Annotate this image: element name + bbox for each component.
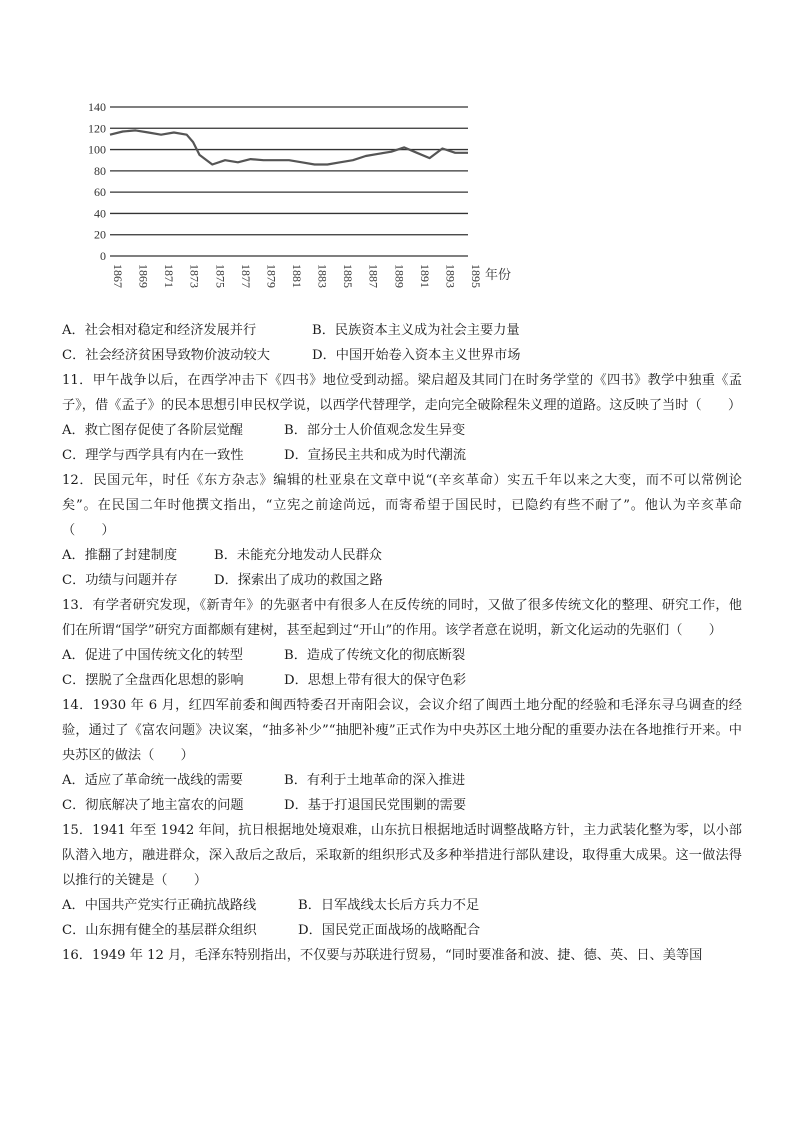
price-index-chart (80, 96, 530, 296)
q12-options-row1 (62, 543, 742, 568)
series-line-0 (110, 130, 468, 164)
x-tick-label: 1895 (469, 264, 483, 288)
q11-option-a: A．救亡图存促使了各阶层觉醒 (62, 423, 243, 438)
x-tick-label: 1867 (111, 264, 125, 288)
q14-option-b: B．有利于土地革命的深入推进 (284, 773, 466, 788)
q13-options-row2 (62, 668, 742, 693)
x-tick-label: 1869 (136, 264, 151, 288)
y-tick-label: 20 (94, 227, 106, 242)
q11-option-c: C．理学与西学具有内在一致性 (62, 448, 244, 463)
y-tick-label: 100 (88, 142, 106, 157)
x-tick-label: 1883 (315, 264, 330, 288)
q16-stem: 16．1949 年 12 月，毛泽东特别指出，不仅要与苏联进行贸易，“同时要准备和波、捷、德、英、日、美等国 (62, 948, 703, 963)
q14-option-a: A．适应了革命统一战线的需要 (62, 773, 243, 788)
q12-option-c: C．功绩与问题并存 (62, 573, 178, 588)
x-axis-label: 年份 (485, 268, 512, 283)
q13-option-d: D．思想上带有很大的保守色彩 (284, 673, 467, 688)
x-tick-label: 1885 (341, 264, 356, 288)
q11-options-row2 (62, 443, 742, 468)
y-tick-label: 0 (100, 249, 106, 263)
chart-gridlines (110, 107, 468, 256)
q15-option-b: B．日军战线太长后方兵力不足 (298, 898, 480, 913)
x-tick-label: 1891 (417, 264, 432, 288)
y-tick-label: 60 (94, 185, 106, 200)
q14-options-row1 (62, 768, 742, 793)
x-tick-label: 1879 (264, 264, 279, 288)
q12-stem: 12．民国元年，时任《东方杂志》编辑的杜亚泉在文章中说“(辛亥革命）实五千年以来之大变，而不可以常例论矣”。在民国二年时他撰文指出，“立宪之前途尚远，而寄希望于国民时，已隐约有些不耐了”。他认为辛亥革命（ ） (62, 473, 742, 538)
q12-option-a: A．推翻了封建制度 (62, 548, 178, 563)
y-tick-label: 80 (94, 163, 106, 178)
q11-option-b: B．部分士人价值观念发生异变 (284, 423, 466, 438)
x-tick-label: 1875 (213, 264, 228, 288)
q15-stem: 15．1941 年至 1942 年间，抗日根据地处境艰难，山东抗日根据地适时调整战略方针，主力武装化整为零，以小部队潜入地方，融进群众，深入敌后之敌后，采取新的组织形式及多种举措进行部队建设，取得重大成果。这一做法得以推行的关键是（ ） (62, 823, 742, 888)
q15-option-a: A．中国共产党实行正确抗战路线 (62, 898, 257, 913)
q10-option-a: A．社会相对稳定和经济发展并行 (62, 323, 257, 338)
q10-option-b: B．民族资本主义成为社会主要力量 (312, 323, 520, 338)
q14-option-d: D．基于打退国民党围剿的需要 (284, 798, 467, 813)
x-tick-label: 1893 (443, 264, 458, 288)
chart-series (110, 130, 468, 164)
q15-option-d: D．国民党正面战场的战略配合 (298, 923, 481, 938)
q15-options-row2 (62, 918, 742, 943)
q14-options-row2 (62, 793, 742, 818)
line-chart-svg (80, 96, 530, 296)
q10-options-row1 (62, 318, 742, 343)
q13-stem: 13．有学者研究发现，《新青年》的先驱者中有很多人在反传统的同时，又做了很多传统文化的整理、研究工作，他们在所谓“国学”研究方面都颇有建树，甚至起到过“开山”的作用。该学者意在说明，新文化运动的先驱们（ ） (62, 598, 742, 638)
y-axis-ticks (88, 100, 106, 263)
q13-option-b: B．造成了传统文化的彻底断裂 (284, 648, 466, 663)
q11-options-row1 (62, 418, 742, 443)
q11-stem: 11．甲午战争以后，在西学冲击下《四书》地位受到动摇。梁启超及其同门在时务学堂的《四书》教学中独重《孟子》，借《孟子》的民本思想引申民权学说，以西学代替理学，走向完全破除程朱义理的道路。这反映了当时（ ） (62, 373, 742, 413)
q14-option-c: C．彻底解决了地主富农的问题 (62, 798, 244, 813)
x-tick-label: 1881 (290, 264, 304, 288)
q15-option-c: C．山东拥有健全的基层群众组织 (62, 923, 257, 938)
q13-options-row1 (62, 643, 742, 668)
x-axis-ticks (111, 264, 483, 288)
q15-options-row1 (62, 893, 742, 918)
q10-options-row2 (62, 343, 742, 368)
q13-option-a: A．促进了中国传统文化的转型 (62, 648, 243, 663)
y-tick-label: 140 (88, 100, 106, 114)
q12-option-b: B．未能充分地发动人民群众 (214, 548, 382, 563)
q13-option-c: C．摆脱了全盘西化思想的影响 (62, 673, 244, 688)
q11-option-d: D．宣扬民主共和成为时代潮流 (284, 448, 467, 463)
q10-option-d: D．中国开始卷入资本主义世界市场 (312, 348, 521, 363)
y-tick-label: 120 (88, 121, 106, 136)
x-tick-label: 1887 (366, 264, 381, 288)
q12-options-row2 (62, 568, 742, 593)
x-tick-label: 1889 (392, 264, 407, 288)
question-text (62, 318, 742, 968)
y-tick-label: 40 (94, 206, 106, 221)
q14-stem: 14．1930 年 6 月，红四军前委和闽西特委召开南阳会议，会议介绍了闽西土地分配的经验和毛泽东寻乌调查的经验，通过了《富农问题》决议案，“抽多补少”“抽肥补瘦”正式作为中央苏区土地分配的重要办法在各地推行开来。中央苏区的做法（ ） (62, 698, 742, 763)
x-tick-label: 1877 (238, 264, 253, 288)
q10-option-c: C．社会经济贫困导致物价波动较大 (62, 348, 270, 363)
q12-option-d: D．探索出了成功的救国之路 (214, 573, 383, 588)
x-tick-label: 1871 (162, 264, 177, 288)
x-tick-label: 1873 (187, 264, 202, 288)
